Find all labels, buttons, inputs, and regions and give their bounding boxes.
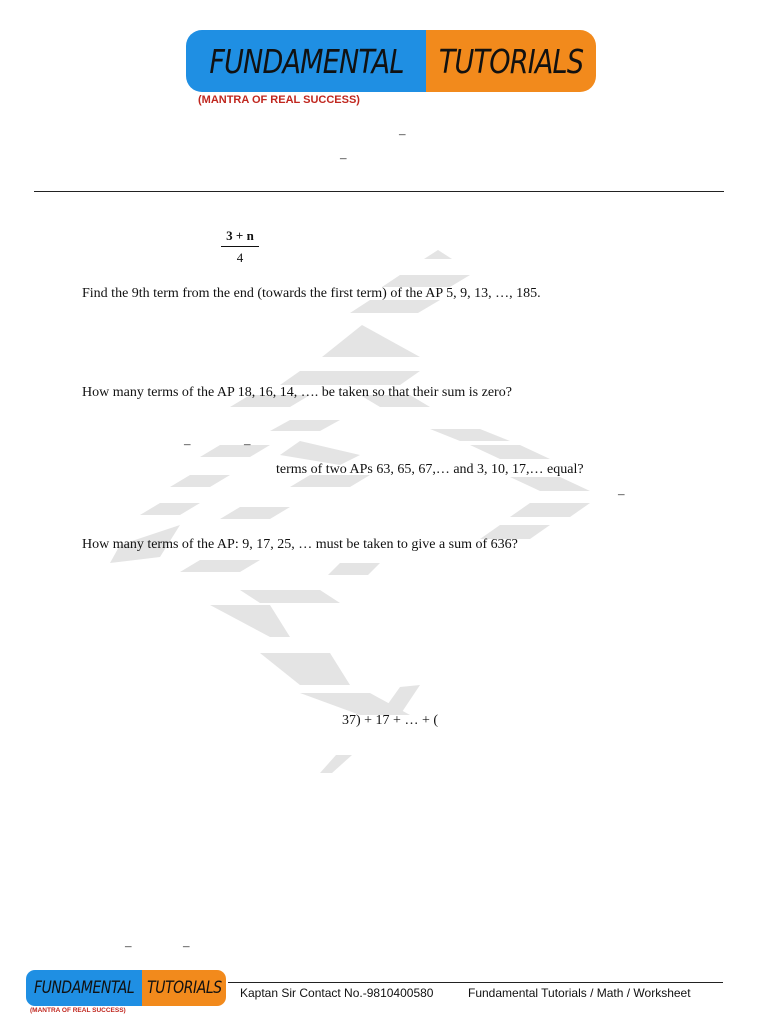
footer-contact: Kaptan Sir Contact No.-9810400580 — [240, 986, 434, 1000]
footer-logo — [26, 970, 226, 1006]
header-logo — [186, 30, 596, 92]
footer-divider — [228, 982, 723, 983]
logo-left-text: FUNDAMENTAL — [208, 41, 404, 81]
stray-minus: – — [399, 126, 406, 141]
question-4: How many terms of the AP: 9, 17, 25, … must be taken to give a sum of 636? — [82, 537, 518, 552]
logo-left-panel — [186, 30, 426, 92]
fraction-denominator: 4 — [236, 250, 244, 265]
stray-minus: – — [618, 486, 625, 501]
question-1: Find the 9th term from the end (towards the first term) of the AP 5, 9, 13, …, 185. — [82, 286, 541, 301]
header-tagline: (MANTRA OF REAL SUCCESS) — [198, 94, 360, 106]
footer-logo-right-text: TUTORIALS — [146, 978, 222, 998]
watermark-logo — [100, 245, 620, 775]
stray-minus: – — [184, 436, 191, 451]
footer-logo-right-panel — [142, 970, 226, 1006]
fraction — [221, 228, 259, 266]
footer-logo-left-panel — [26, 970, 142, 1006]
question-3: terms of two APs 63, 65, 67,… and 3, 10, 17,… equal? — [276, 462, 584, 477]
header-divider — [34, 191, 724, 192]
stray-minus: – — [340, 150, 347, 165]
fraction-numerator: 3 + n — [221, 228, 259, 247]
footer-tagline: (MANTRA OF REAL SUCCESS) — [30, 1007, 126, 1014]
partial-expression: 37) + 17 + … + ( — [342, 713, 439, 728]
footer-logo-left-text: FUNDAMENTAL — [33, 978, 135, 998]
footer-path: Fundamental Tutorials / Math / Worksheet — [468, 986, 691, 1000]
question-2: How many terms of the AP 18, 16, 14, …. be taken so that their sum is zero? — [82, 385, 512, 400]
stray-minus: – — [244, 436, 251, 451]
logo-right-panel — [426, 30, 596, 92]
logo-right-text: TUTORIALS — [438, 41, 584, 81]
stray-minus: – — [125, 938, 132, 953]
stray-minus: – — [183, 938, 190, 953]
